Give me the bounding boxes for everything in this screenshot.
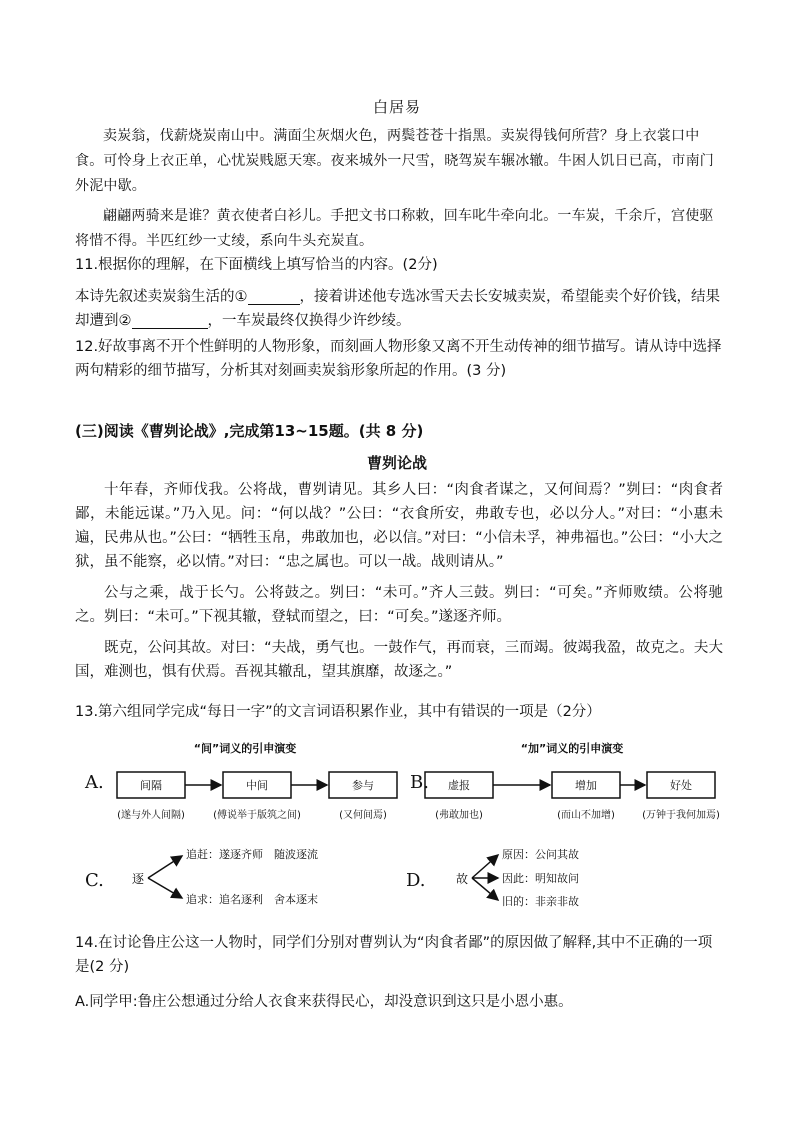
essay-title: 曹刿论战 — [366, 454, 427, 472]
option-b-example-2: (而山不加增) — [557, 810, 615, 821]
question-13-stem: 13.第六组同学完成“每日一字”的文言词语积累作业，其中有错误的一项是（2分） — [75, 704, 601, 720]
question-11 — [75, 253, 725, 333]
option-a-example-1: (遂与外人间隔) — [117, 810, 185, 821]
poem-stanza-2: 翩翩两骑来是谁？黄衣使者白衫儿。手把文书口称敕，回车叱牛牵向北。一车炭，千余斤，宫使驱将惜不得。半匹红纱一丈绫，系向牛头充炭直。 — [75, 208, 714, 249]
option-c-branch-2: 追求：追名逐利 舍本逐末 — [186, 893, 318, 906]
option-c-letter: C. — [85, 870, 104, 891]
option-a-box-1-label: 间隔 — [140, 779, 162, 792]
question-11-body — [75, 285, 725, 333]
essay-text — [75, 478, 723, 684]
option-d-root: 故 — [456, 872, 469, 886]
answer-blank-2[interactable] — [132, 314, 208, 329]
option-b-box-2-label: 增加 — [575, 779, 597, 792]
option-a-example-2: (傅说举于版筑之间) — [213, 810, 301, 821]
question-14-option-a[interactable]: A.同学甲:鲁庄公想通过分给人衣食来获得民心，却没意识到这只是小恩小惠。 — [75, 994, 573, 1010]
poem-author: 白居易 — [372, 98, 421, 116]
essay-paragraph-3: 既克，公问其故。对曰：“夫战，勇气也。一鼓作气，再而衰，三而竭。彼竭我盈，故克之。夫大国，难测也，惧有伏焉。吾视其辙乱，望其旗靡，故逐之。” — [75, 640, 723, 680]
question-12-stem: 12.好故事离不开个性鲜明的人物形象，而刻画人物形象又离不开生动传神的细节描写。请从诗中选择两句精彩的细节描写，分析其对刻画卖炭翁形象所起的作用。(3 分) — [75, 339, 722, 379]
essay-paragraph-1: 十年春，齐师伐我。公将战，曹刿请见。其乡人曰：“肉食者谋之，又何间焉？”刿曰：“肉食者鄙，未能远谋。”乃入见。问：“何以战？”公曰：“衣食所安，弗敢专也，必以分人。”对曰：“小惠未遍，民弗从也。”公曰：“牺牲玉帛，弗敢加也，必以信。”对曰：“小信未孚，神弗福也。”公曰：“小大之狱，虽不能察，必以情。”对曰：“忠之属也。可以一战。战则请从。” — [75, 482, 723, 570]
option-d-arrow-3 — [472, 878, 498, 900]
vocab-diagram — [80, 738, 720, 923]
option-d-branch-2: 因此：明知故问 — [502, 872, 579, 885]
option-a-box-2-label: 中间 — [246, 779, 268, 792]
poem-text — [75, 124, 725, 254]
option-d-branch-3: 旧的：非亲非故 — [502, 895, 579, 908]
option-a-box-3-label: 参与 — [352, 779, 374, 792]
question-11-stem: 11.根据你的理解，在下面横线上填写恰当的内容。(2分) — [75, 257, 438, 273]
question-14 — [75, 931, 725, 979]
question-12 — [75, 335, 725, 383]
option-c-branch-1: 追赶：遂逐齐师 随波逐流 — [186, 848, 318, 861]
option-b-box-1-label: 虚报 — [448, 779, 470, 792]
question-11-text-a: 本诗先叙述卖炭翁生活的① — [75, 289, 248, 305]
option-b-letter: B. — [410, 772, 429, 793]
option-d-letter: D. — [406, 870, 426, 891]
option-d-arrow-1 — [472, 855, 498, 878]
question-11-text-c: ，一车炭最终仅换得少许纱绫。 — [207, 313, 411, 329]
option-b-box-3-label: 好处 — [670, 779, 692, 792]
option-c-arrow-1 — [148, 856, 182, 878]
option-b-example-1: (弗敢加也) — [435, 810, 483, 821]
option-d-branch-1: 原因：公问其故 — [502, 848, 579, 861]
question-14-stem: 14.在讨论鲁庄公这一人物时，同学们分别对曹刿认为“肉食者鄙”的原因做了解释,其中不正确的一项是(2 分) — [75, 935, 713, 975]
poem-stanza-1: 卖炭翁，伐薪烧炭南山中。满面尘灰烟火色，两鬓苍苍十指黑。卖炭得钱何所营？身上衣裳口中食。可怜身上衣正单，心忧炭贱愿天寒。夜来城外一尺雪，晓驾炭车辗冰辙。牛困人饥日已高，市南门外泥中歇。 — [75, 128, 714, 194]
option-b-title: “加”词义的引申演变 — [520, 742, 624, 755]
option-b-example-3: (万钟于我何加焉) — [642, 810, 720, 821]
question-13-diagram — [80, 738, 720, 923]
question-11-text-b: ，接着讲述他专选冰雪天去长安城卖炭，希望能卖个好价钱，结果却遭到② — [75, 289, 720, 329]
section-3-title: (三)阅读《曹刿论战》,完成第13~15题。(共 8 分) — [75, 422, 424, 440]
option-a-title: “间”词义的引申演变 — [193, 742, 297, 755]
option-a-letter: A. — [85, 772, 104, 793]
question-13 — [75, 700, 725, 724]
option-a-example-3: (又何间焉) — [339, 810, 387, 821]
option-c-root: 逐 — [132, 872, 145, 886]
option-c-arrow-2 — [148, 878, 182, 898]
answer-blank-1[interactable] — [248, 290, 300, 305]
essay-paragraph-2: 公与之乘，战于长勺。公将鼓之。刿曰：“未可。”齐人三鼓。刿曰：“可矣。”齐师败绩。公将驰之。刿曰：“未可。”下视其辙，登轼而望之，曰：“可矣。”遂逐齐师。 — [75, 585, 723, 625]
